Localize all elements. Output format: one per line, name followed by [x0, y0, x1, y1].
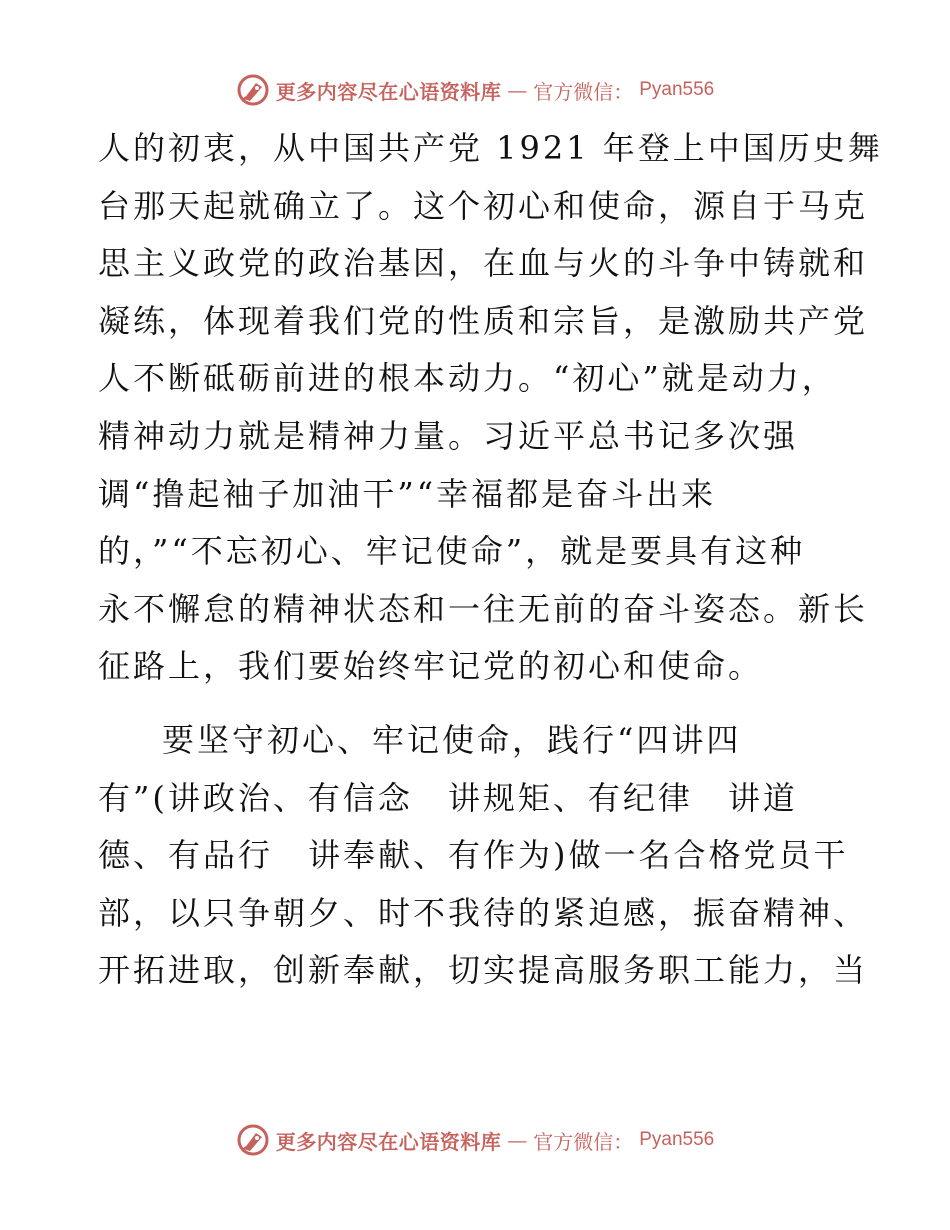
- header-separator: —: [507, 78, 528, 102]
- text-line: 人不断砥砺前进的根本动力。“初心”就是动力，: [98, 359, 837, 398]
- paragraph-2: [98, 712, 869, 1000]
- header-brand-text: 更多内容尽在心语资料库: [275, 79, 502, 104]
- pen-nib-logo-icon: [236, 73, 270, 107]
- footer-wechat-id: Pyan556: [639, 1129, 715, 1150]
- text-line: 凝练，体现着我们党的性质和宗旨，是激励共产党: [98, 301, 869, 340]
- footer-brand-text: 更多内容尽在心语资料库: [275, 1129, 502, 1154]
- header-official-label: 官方微信：: [533, 79, 634, 104]
- text-line: 的，”“不忘初心、牢记使命”，就是要具有这种: [98, 532, 806, 571]
- text-line: 永不懈怠的精神状态和一往无前的奋斗姿态。新长: [98, 589, 869, 628]
- text-line: 有”(讲政治、有信念 讲规矩、有纪律 讲道: [98, 778, 798, 817]
- text-line: 台那天起就确立了。这个初心和使命，源自于马克: [98, 186, 869, 225]
- pen-nib-logo-icon: [236, 1123, 270, 1157]
- text-line: 精神动力就是精神力量。习近平总书记多次强: [98, 416, 799, 455]
- footer-banner: [0, 1120, 950, 1160]
- text-line: 人的初衷，从中国共产党 1921 年登上中国历史舞: [98, 129, 883, 167]
- footer-separator: —: [507, 1128, 528, 1152]
- text-line: 调“撸起袖子加油干”“幸福都是奋斗出来: [98, 474, 717, 513]
- text-line: 征路上，我们要始终牢记党的初心和使命。: [98, 647, 764, 686]
- text-line: 要坚守初心、牢记使命，践行“四讲四: [162, 720, 742, 759]
- header-banner: [0, 70, 950, 110]
- text-line: 开拓进取，创新奉献，切实提高服务职工能力，当: [98, 951, 869, 990]
- text-line: 部，以只争朝夕、时不我待的紧迫感，振奋精神、: [98, 893, 869, 932]
- text-line: 德、有品行 讲奉献、有作为)做一名合格党员干: [98, 836, 849, 875]
- document-body: [98, 120, 883, 1000]
- text-line: 思主义政党的政治基因，在血与火的斗争中铸就和: [98, 244, 869, 283]
- footer-official-label: 官方微信：: [533, 1129, 634, 1154]
- header-wechat-id: Pyan556: [639, 79, 715, 100]
- paragraph-gap: [98, 696, 850, 712]
- paragraph-1: [98, 120, 883, 696]
